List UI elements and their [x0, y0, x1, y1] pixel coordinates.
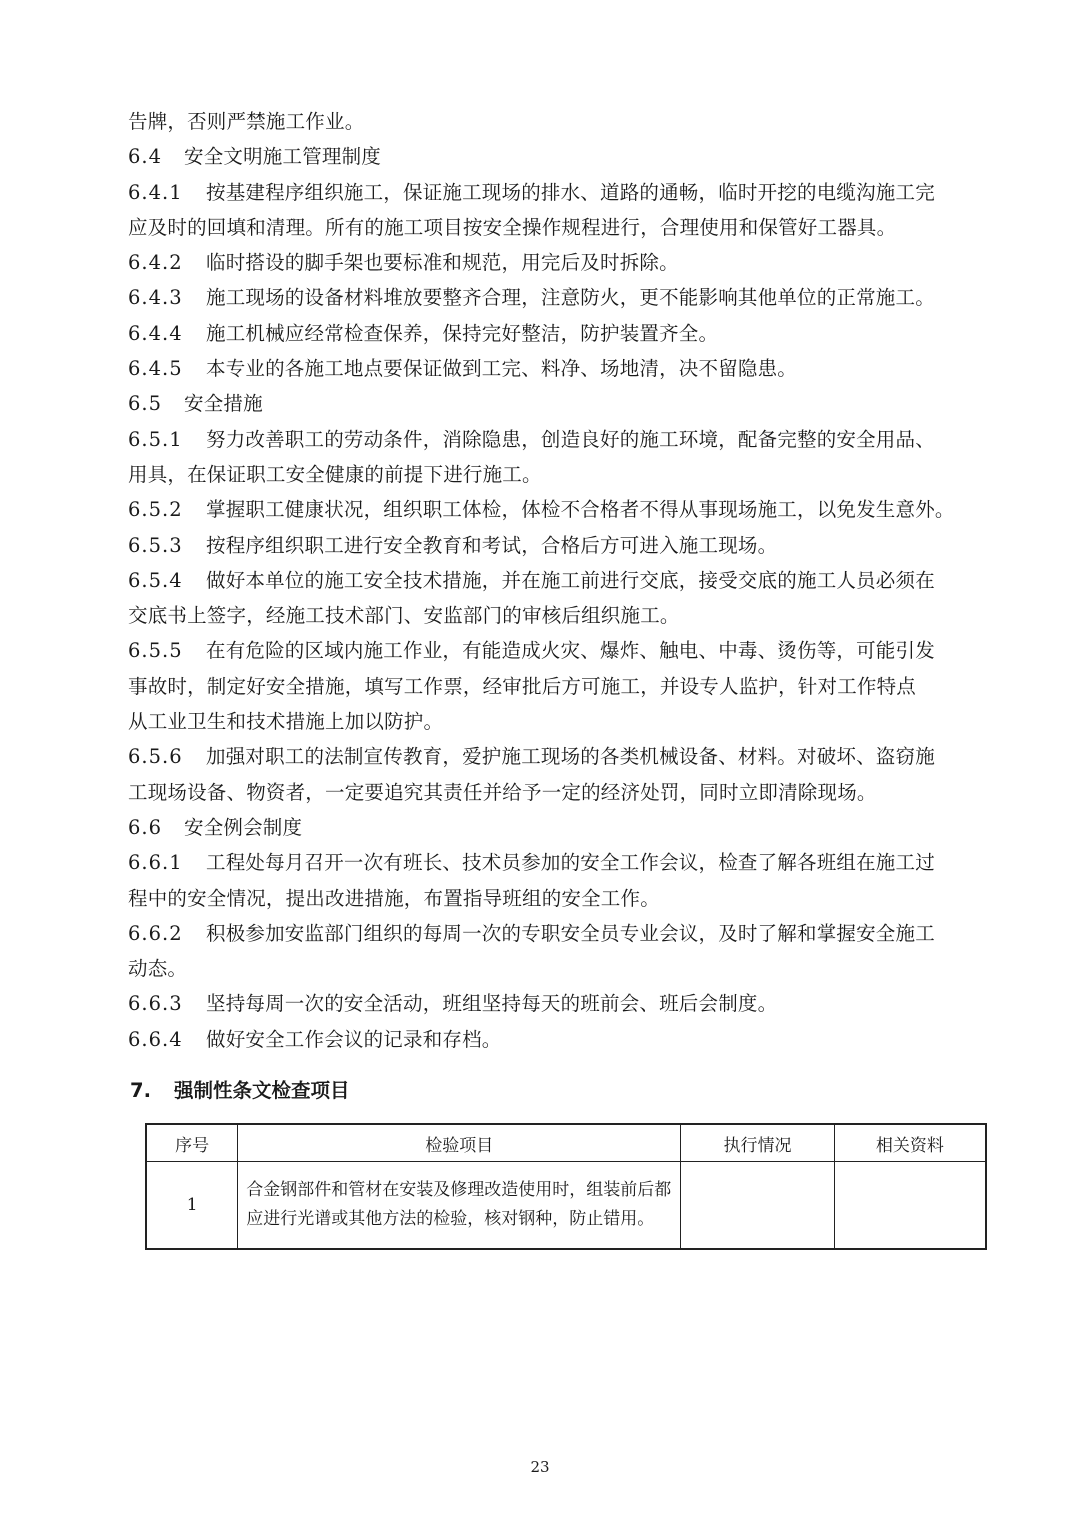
text-line: [128, 845, 1008, 880]
text-line: [128, 881, 1008, 916]
clause-number: 6.5.4: [128, 568, 183, 592]
clause-number: 6.6.2: [128, 921, 183, 945]
header-docs: 相关资料: [834, 1124, 986, 1162]
text-line: [128, 139, 1008, 174]
clause-text: 应及时的回填和清理。所有的施工项目按安全操作规程进行，合理使用和保管好工器具。: [128, 215, 897, 239]
clause-text: 告牌，否则严禁施工作业。: [128, 110, 365, 133]
clause-number: 6.5.5: [128, 639, 183, 663]
clause-number: 6.5.1: [128, 427, 183, 451]
text-line: [128, 704, 1008, 739]
text-line: [128, 210, 1008, 245]
clause-text: 在有危险的区域内施工作业，有能造成火灾、爆炸、触电、中毒、烫伤等，可能引发: [206, 639, 935, 663]
clause-text: 用具，在保证职工安全健康的前提下进行施工。: [128, 462, 542, 486]
text-line: [128, 422, 1008, 457]
header-status: 执行情况: [681, 1124, 835, 1162]
clause-number: 6.5.3: [128, 533, 183, 557]
clause-text: 动态。: [128, 957, 188, 981]
clause-text: 安全文明施工管理制度: [184, 145, 382, 169]
text-line: [128, 245, 1008, 280]
clause-text: 程中的安全情况，提出改进措施，布置指导班组的安全工作。: [128, 886, 660, 910]
clause-number: 6.4.1: [128, 180, 183, 204]
text-line: [128, 669, 1008, 704]
text-line: [128, 492, 1008, 527]
page-number: 23: [530, 1458, 550, 1476]
clause-number: 6.4.2: [128, 251, 183, 275]
clause-text: 安全例会制度: [184, 815, 303, 839]
clause-text: 按程序组织职工进行安全教育和考试，合格后方可进入施工现场。: [206, 533, 778, 557]
clause-number: 6.6.1: [128, 851, 183, 875]
text-line: [128, 175, 1008, 210]
text-line: [128, 280, 1008, 315]
clause-text: 施工现场的设备材料堆放要整齐合理，注意防火，更不能影响其他单位的正常施工。: [206, 286, 935, 310]
header-index: 序号: [146, 1124, 238, 1162]
clause-text: 做好安全工作会议的记录和存档。: [206, 1027, 502, 1051]
text-line: [128, 351, 1008, 386]
clause-number: 6.5: [128, 392, 163, 416]
cell-item: 合金钢部件和管材在安装及修理改造使用时，组装前后都应进行光谱或其他方法的检验，核对钢种，防止错用。: [238, 1162, 681, 1250]
clause-number: 6.6: [128, 815, 163, 839]
clause-text: 工程处每月召开一次有班长、技术员参加的安全工作会议，检查了解各班组在施工过: [206, 851, 935, 875]
clause-text: 积极参加安监部门组织的每周一次的专职安全员专业会议，及时了解和掌握安全施工: [206, 921, 935, 945]
text-line: [128, 775, 1008, 810]
text-line: [128, 739, 1008, 774]
cell-status: [681, 1162, 835, 1250]
text-line: [128, 810, 1008, 845]
text-line: [128, 104, 1008, 139]
text-line: [128, 528, 1008, 563]
table-header-row: [146, 1124, 986, 1162]
clause-text: 做好本单位的施工安全技术措施，并在施工前进行交底，接受交底的施工人员必须在: [206, 568, 935, 592]
table-row: [146, 1162, 986, 1250]
clause-text: 安全措施: [184, 392, 263, 416]
clause-text: 临时搭设的脚手架也要标准和规范，用完后及时拆除。: [206, 251, 679, 275]
clause-text: 按基建程序组织施工，保证施工现场的排水、道路的通畅，临时开挖的电缆沟施工完: [206, 180, 935, 204]
section-7-heading: [130, 1076, 350, 1106]
clause-text: 交底书上签字，经施工技术部门、安监部门的审核后组织施工。: [128, 604, 680, 628]
clause-text: 事故时，制定好安全措施，填写工作票，经审批后方可施工，并设专人监护，针对工作特点: [128, 674, 917, 698]
text-line: [128, 1022, 1008, 1057]
clause-number: 6.4.5: [128, 357, 183, 381]
text-line: [128, 457, 1008, 492]
header-item: 检验项目: [238, 1124, 681, 1162]
text-line: [128, 916, 1008, 951]
section-7-number: 7.: [130, 1079, 151, 1102]
clause-number: 6.4: [128, 145, 163, 169]
clause-number: 6.6.3: [128, 992, 183, 1016]
mandatory-check-table: [145, 1123, 987, 1250]
text-line: [128, 986, 1008, 1021]
clause-text: 加强对职工的法制宣传教育，爱护施工现场的各类机械设备、材料。对破坏、盗窃施: [206, 745, 935, 769]
cell-index: 1: [146, 1162, 238, 1250]
cell-docs: [834, 1162, 986, 1250]
clause-text: 坚持每周一次的安全活动，班组坚持每天的班前会、班后会制度。: [206, 992, 778, 1016]
clause-number: 6.5.2: [128, 498, 183, 522]
clause-number: 6.5.6: [128, 745, 183, 769]
text-line: [128, 386, 1008, 421]
text-line: [128, 951, 1008, 986]
clause-text: 工现场设备、物资者，一定要追究其责任并给予一定的经济处罚，同时立即清除现场。: [128, 780, 877, 804]
clause-text: 掌握职工健康状况，组织职工体检，体检不合格者不得从事现场施工，以免发生意外。: [206, 498, 955, 522]
clause-number: 6.4.3: [128, 286, 183, 310]
clause-text: 施工机械应经常检查保养，保持完好整洁，防护装置齐全。: [206, 321, 719, 345]
section-7-title: 强制性条文检查项目: [174, 1079, 350, 1102]
clause-number: 6.4.4: [128, 321, 183, 345]
text-line: [128, 633, 1008, 668]
clause-text: 努力改善职工的劳动条件，消除隐患，创造良好的施工环境，配备完整的安全用品、: [206, 427, 935, 451]
clause-number: 6.6.4: [128, 1027, 183, 1051]
document-body: [128, 104, 1008, 1057]
clause-text: 本专业的各施工地点要保证做到工完、料净、场地清，决不留隐患。: [206, 357, 798, 381]
text-line: [128, 598, 1008, 633]
text-line: [128, 316, 1008, 351]
clause-text: 从工业卫生和技术措施上加以防护。: [128, 710, 444, 734]
text-line: [128, 563, 1008, 598]
